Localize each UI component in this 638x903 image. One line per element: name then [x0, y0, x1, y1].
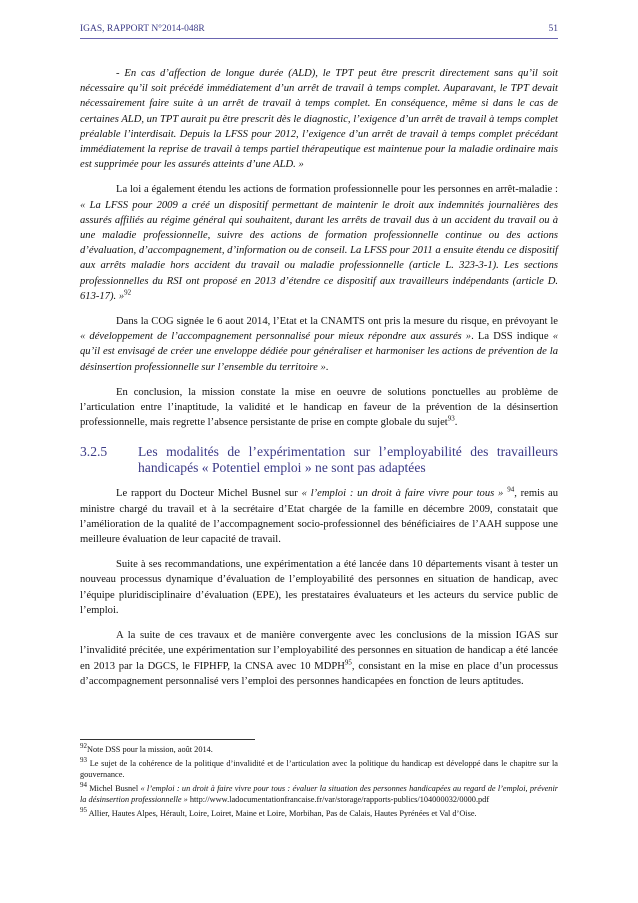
footnote-number: 95 [80, 806, 87, 815]
paragraph-cog [80, 314, 558, 375]
footnotes [80, 744, 558, 822]
footnote-ref-95: 95 [344, 657, 352, 666]
page-body [80, 66, 558, 699]
footnote-text: Michel Busnel [87, 783, 141, 793]
paragraph-text: . [454, 417, 458, 429]
section-title: Les modalités de l’expérimentation sur l’employabilité des travailleurs handicapés « Potentiel emploi » ne sont pas adaptées [138, 444, 558, 476]
paragraph-text: Le rapport du Docteur Michel Busnel sur [116, 488, 302, 500]
paragraph-text: Dans la COG signée le 6 aout 2014, l’Etat et la CNAMTS ont pris la mesure du risque, en prévoyant le [116, 316, 558, 328]
footnote-92 [80, 744, 558, 756]
footnote-94 [80, 783, 558, 806]
paragraph-text: A la suite de ces travaux et de manière convergente avec les conclusions de la mission IGAS sur l’invalidité précitée, une expérimentation sur l’employabilité des personnes en situation de handicap a été lancée en 2013 par la DGCS, le FIPHFP, la CNSA avec 10 MDPH [80, 630, 558, 672]
paragraph-text: , consistant en la mise en place d’un processus d’accompagnement personnalisé vers l’emploi des personnes handicapées en fonction de leurs aptitudes. [80, 660, 558, 687]
dss-quote: « qu’il est envisagé de créer une enveloppe dédiée pour généraliser et harmoniser les actions de prévention de la désinsertion professionnelle sur l’ensemble du territoire » [80, 331, 558, 373]
footnote-95 [80, 808, 558, 820]
paragraph-formation [80, 182, 558, 304]
footnote-number: 93 [80, 755, 87, 764]
footnote-number: 92 [80, 742, 87, 751]
paragraph-text: En conclusion, la mission constate la mise en oeuvre de solutions ponctuelles au problème de l’articulation entre l’inaptitude, la validité et le handicap en faveur de la prévention de la désinsertion professionnelle, mais regrette l’absence persistante de prise en compte globale du sujet [80, 386, 558, 429]
cog-quote: « développement de l’accompagnement personnalisé pour mieux répondre aux assurés » [80, 331, 472, 343]
paragraph-ald-quote: - En cas d’affection de longue durée (ALD), le TPT peut être prescrit directement sans qu’il soit nécessaire qu’il soit précédé immédiatement d’un arrêt de travail à temps complet. Auparavant, le TPT devait nécessairement faire suite à un arrêt de travail à temps complet. En conséquence, même si dans le cas de certaines ALD, un TPT aurait pu être prescrit dès le diagnostic, l’exigence d’un arrêt de travail à temps complet préalable l’interdisait. Depuis la LFSS pour 2012, l’exigence d’un arrêt de travail à temps complet précédant immédiatement la reprise de travail à temps partiel thérapeutique est maintenue pour la maladie ordinaire mais est supprimée pour les assurés atteints d’une ALD. » [80, 68, 558, 171]
paragraph-busnel [80, 486, 558, 547]
page-header [80, 24, 558, 39]
footnote-ref-94: 94 [507, 485, 515, 494]
report-reference: IGAS, RAPPORT N°2014-048R [80, 24, 205, 34]
paragraph-experimentation: Suite à ses recommandations, une expérimentation a été lancée dans 10 départements visant à tester un nouveau processus dynamique d’évaluation de l’employabilité des personnes en situation de handicap, avec l’équipe pluridisciplinaire d’évaluation (EPE), les prestataires évaluateurs et les acteurs du service public de l’emploi. [80, 559, 558, 616]
footnote-ref-92: 92 [124, 288, 132, 297]
busnel-report-title: « l’emploi : un droit à faire vivre pour tous » [301, 488, 504, 500]
footnote-url[interactable]: http://www.ladocumentationfrancaise.fr/var/storage/rapports-publics/104000032/0000.pdf [187, 795, 490, 805]
paragraph-convergence [80, 628, 558, 689]
footnote-93 [80, 755, 558, 781]
section-heading [80, 444, 558, 476]
paragraph-conclusion [80, 385, 558, 431]
lfss-quote: « La LFSS pour 2009 a créé un dispositif permettant de maintenir le droit aux indemnités journalières des assurés affiliés au régime général qui souhaitent, durant les arrêts de travail dus à un accident du travail ou à une maladie professionnelle, suivre des actions de formation professionnelle continue ou des actions d’évaluation, d’accompagnement, d’information ou de conseil. La LFSS pour 2011 a ensuite étendu ce dispositif aux arrêts maladie hors accident du travail ou maladie professionnelle (article L. 323-3-1). Les sections professionnelles du RSI ont proposé en 2013 d’étendre ce dispositif aux travailleurs indépendants (article D. 613-17). » [80, 199, 558, 302]
paragraph-text: . [325, 361, 329, 373]
paragraph-text: , remis au ministre chargé du travail et à la secrétaire d’Etat chargée de la famille en décembre 2009, constatait que l’amélioration de la qualité de l’accompagnement socio-professionnel des bénéficiaires de l’AAH suppose une meilleure évaluation de leur capacité de travail. [80, 488, 559, 546]
footnote-text: Allier, Hautes Alpes, Hérault, Loire, Loiret, Maine et Loire, Morbihan, Pas de Calais, Hautes Pyrénées et Val d’Oise. [87, 808, 477, 818]
page-number: 51 [548, 24, 558, 34]
footnote-text: Note DSS pour la mission, août 2014. [87, 745, 213, 754]
footnote-number: 94 [80, 781, 87, 790]
footnote-report-title: « l’emploi : un droit à faire vivre pour tous : évaluer la situation des personnes handicapées au regard de l’emploi, prévenir la désinsertion professionnelle » [80, 783, 558, 805]
section-number: 3.2.5 [80, 444, 108, 460]
footnote-ref-93: 93 [447, 414, 455, 423]
footnote-text: Le sujet de la cohérence de la politique d’invalidité et de l’articulation avec la politique du handicap est développé dans le chapitre sur la gouvernance. [80, 758, 558, 780]
paragraph-text: La loi a également étendu les actions de formation professionnelle pour les personnes en arrêt-maladie : [116, 184, 558, 196]
footnote-separator [80, 739, 255, 740]
paragraph-text: . La DSS indique [471, 331, 553, 343]
